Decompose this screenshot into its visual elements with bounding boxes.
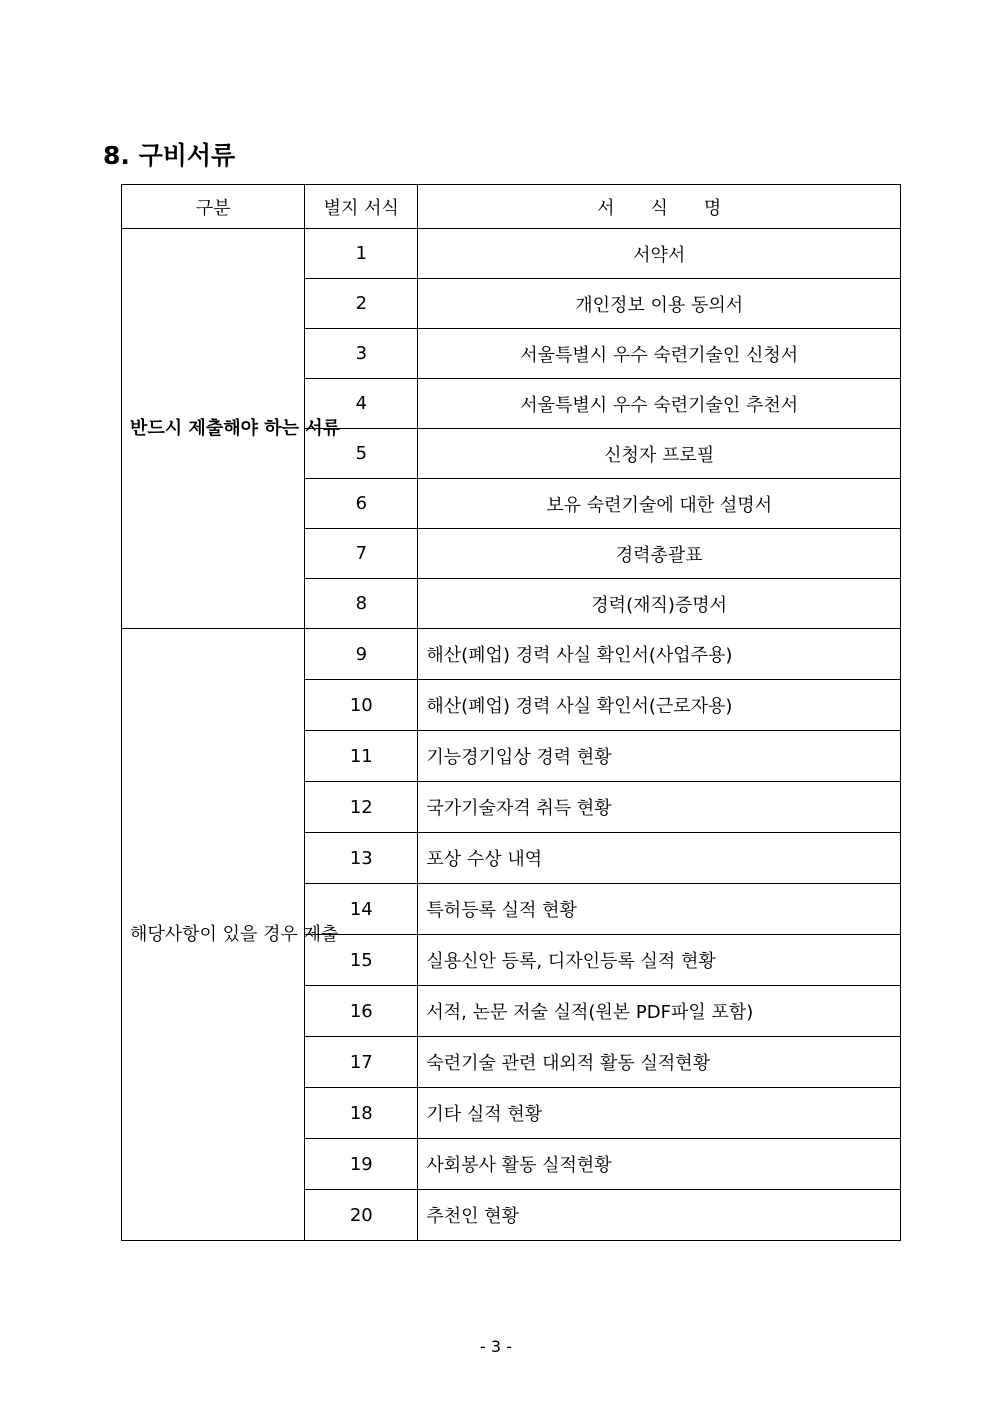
form-number: 14 [305,884,418,935]
category-mandatory: 반드시 제출해야 하는 서류 [122,229,305,629]
form-number: 12 [305,782,418,833]
table-row [122,229,901,279]
form-name: 해산(폐업) 경력 사실 확인서(사업주용) [418,629,901,680]
header-category: 구분 [122,185,305,229]
form-name: 신청자 프로필 [418,429,901,479]
form-number: 11 [305,731,418,782]
form-number: 8 [305,579,418,629]
form-number: 5 [305,429,418,479]
form-name: 추천인 현황 [418,1190,901,1241]
form-number: 1 [305,229,418,279]
form-number: 3 [305,329,418,379]
form-number: 2 [305,279,418,329]
form-name: 서울특별시 우수 숙련기술인 신청서 [418,329,901,379]
form-name: 해산(폐업) 경력 사실 확인서(근로자용) [418,680,901,731]
header-form-name: 서 식 명 [418,185,901,229]
form-name: 경력(재직)증명서 [418,579,901,629]
table-header-row [122,185,901,229]
form-name: 서적, 논문 저술 실적(원본 PDF파일 포함) [418,986,901,1037]
form-name: 기타 실적 현황 [418,1088,901,1139]
required-documents-table [121,184,901,1241]
table-row [122,629,901,680]
form-number: 19 [305,1139,418,1190]
form-name: 기능경기입상 경력 현황 [418,731,901,782]
form-number: 9 [305,629,418,680]
form-number: 4 [305,379,418,429]
form-name: 개인정보 이용 동의서 [418,279,901,329]
section-title: 8. 구비서류 [103,141,236,170]
form-name: 서약서 [418,229,901,279]
form-number: 20 [305,1190,418,1241]
form-name: 사회봉사 활동 실적현황 [418,1139,901,1190]
form-number: 15 [305,935,418,986]
form-name: 실용신안 등록, 디자인등록 실적 현황 [418,935,901,986]
form-number: 16 [305,986,418,1037]
form-number: 7 [305,529,418,579]
form-name: 경력총괄표 [418,529,901,579]
form-name: 포상 수상 내역 [418,833,901,884]
page-number: - 3 - [480,1337,512,1356]
form-name: 숙련기술 관련 대외적 활동 실적현황 [418,1037,901,1088]
header-form-number: 별지 서식 [305,185,418,229]
form-number: 18 [305,1088,418,1139]
form-name: 보유 숙련기술에 대한 설명서 [418,479,901,529]
form-number: 6 [305,479,418,529]
form-number: 17 [305,1037,418,1088]
form-name: 특허등록 실적 현황 [418,884,901,935]
category-conditional: 해당사항이 있을 경우 제출 [122,629,305,1241]
form-number: 13 [305,833,418,884]
form-number: 10 [305,680,418,731]
form-name: 서울특별시 우수 숙련기술인 추천서 [418,379,901,429]
form-name: 국가기술자격 취득 현황 [418,782,901,833]
